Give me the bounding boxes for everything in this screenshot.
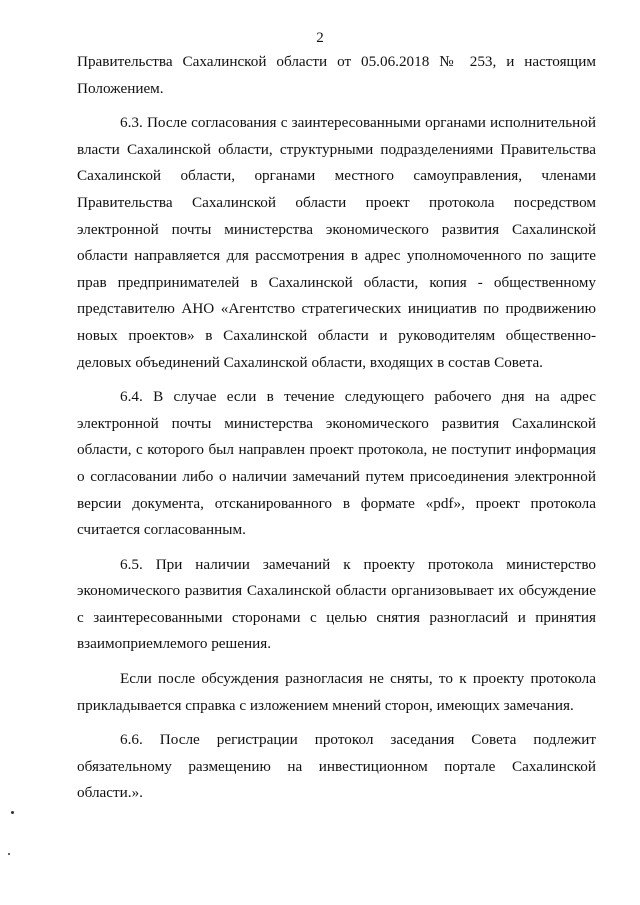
document-body	[77, 49, 596, 807]
paragraph-continuation: Правительства Сахалинской области от 05.06.2018 № 253, и настоящим Положением.	[77, 53, 596, 97]
scan-speck	[8, 853, 10, 855]
paragraph-disagreements: Если после обсуждения разногласия не сняты, то к проекту протокола прикладывается справка с изложением мнений сторон, имеющих замечания.	[77, 670, 596, 714]
paragraph-6-4: 6.4. В случае если в течение следующего рабочего дня на адрес электронной почты министерства экономического развития Сахалинской области, с которого был направлен проект протокола, не поступит информация о согласовании либо о наличии замечаний путем присоединения электронной версии документа, отсканированного в формате «pdf», проект протокола считается согласованным.	[77, 388, 596, 539]
paragraph-6-6: 6.6. После регистрации протокол заседания Совета подлежит обязательному размещению на инвестиционном портале Сахалинской области.».	[77, 731, 596, 802]
page-number: 2	[316, 30, 324, 46]
scan-speck	[11, 811, 14, 814]
paragraph-6-3: 6.3. После согласования с заинтересованными органами исполнительной власти Сахалинской области, структурными подразделениями Правительства Сахалинской области, органами местного самоуправления, членами Правительства Сахалинской области проект протокола посредством электронной почты министерства экономического развития Сахалинской области направляется для рассмотрения в адрес уполномоченного по защите прав предпринимателей в Сахалинской области, копия - общественному представителю АНО «Агентство стратегических инициатив по продвижению новых проектов» в Сахалинской области и руководителям общественно-деловых объединений Сахалинской области, входящих в состав Совета.	[77, 114, 596, 371]
paragraph-6-5: 6.5. При наличии замечаний к проекту протокола министерство экономического развития Сахалинской области организовывает их обсуждение с заинтересованными сторонами с целью снятия разногласий и принятия взаимоприемлемого решения.	[77, 555, 596, 653]
